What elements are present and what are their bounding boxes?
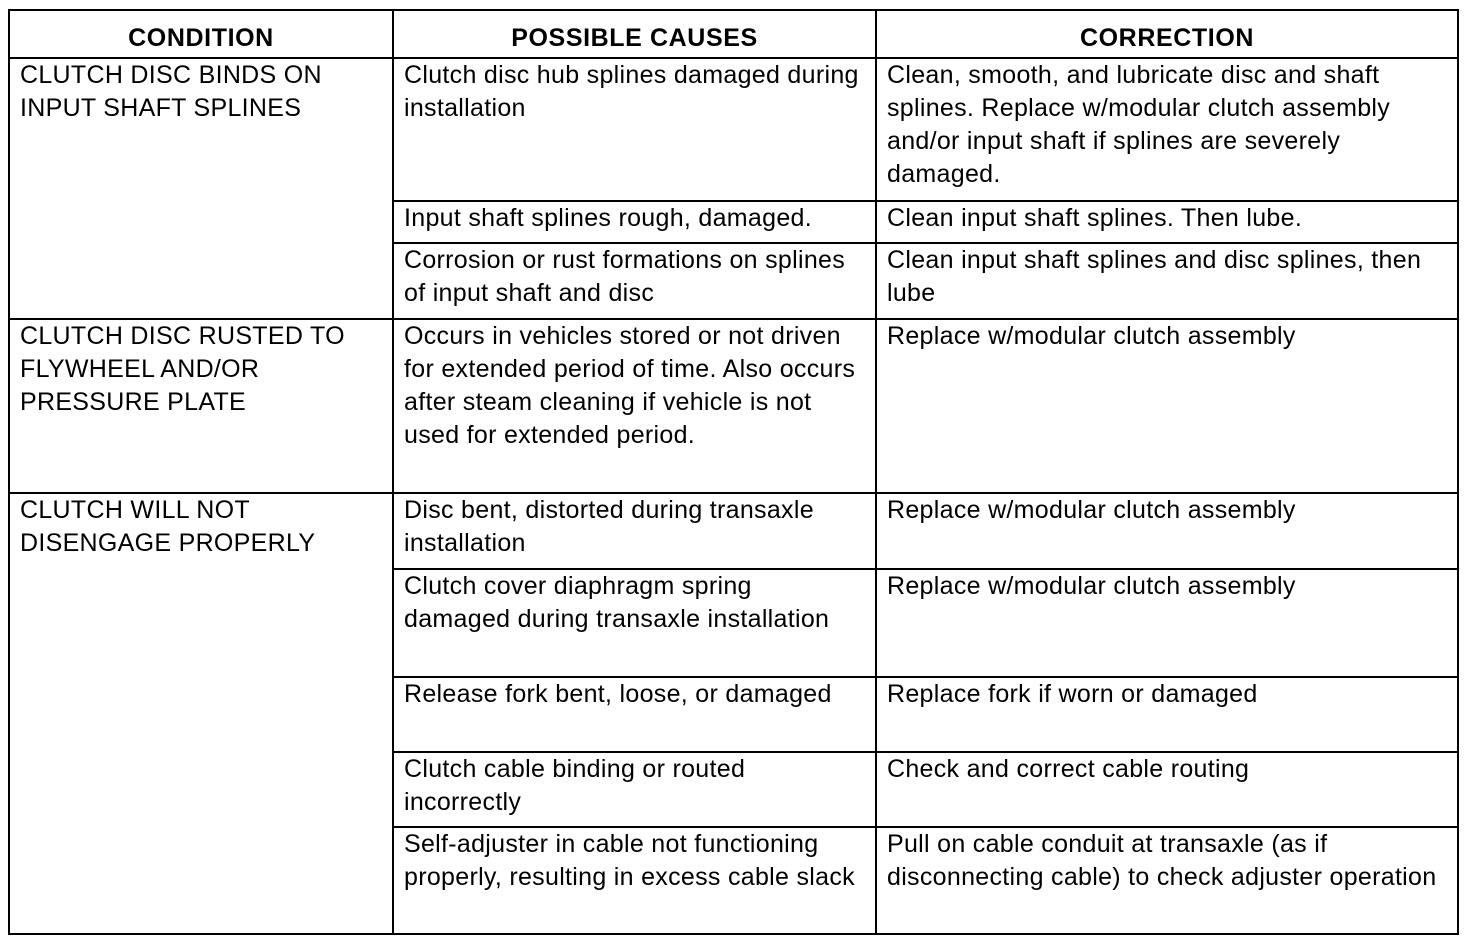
correction-cell: Clean input shaft splines. Then lube. xyxy=(876,201,1458,243)
correction-cell: Replace w/modular clutch assembly xyxy=(876,569,1458,677)
cause-cell: Self-adjuster in cable not functioning properly, resulting in excess cable slack xyxy=(393,827,876,934)
header-causes: POSSIBLE CAUSES xyxy=(393,10,876,58)
correction-cell: Pull on cable conduit at transaxle (as if disconnecting cable) to check adjuster operation xyxy=(876,827,1458,934)
correction-cell: Clean input shaft splines and disc splines, then lube xyxy=(876,243,1458,319)
header-correction: CORRECTION xyxy=(876,10,1458,58)
table-row xyxy=(9,493,1458,569)
header-condition: CONDITION xyxy=(9,10,393,58)
table-row xyxy=(9,319,1458,493)
correction-cell: Replace fork if worn or damaged xyxy=(876,677,1458,752)
cause-cell: Release fork bent, loose, or damaged xyxy=(393,677,876,752)
diagnosis-table xyxy=(8,9,1459,935)
cause-cell: Disc bent, distorted during transaxle installation xyxy=(393,493,876,569)
correction-cell: Replace w/modular clutch assembly xyxy=(876,319,1458,493)
cause-cell: Corrosion or rust formations on splines of input shaft and disc xyxy=(393,243,876,319)
correction-cell: Replace w/modular clutch assembly xyxy=(876,493,1458,569)
header-row xyxy=(9,10,1458,58)
condition-cell: CLUTCH DISC BINDS ON INPUT SHAFT SPLINES xyxy=(9,58,393,319)
cause-cell: Occurs in vehicles stored or not driven for extended period of time. Also occurs after steam cleaning if vehicle is not used for extended period. xyxy=(393,319,876,493)
correction-cell: Clean, smooth, and lubricate disc and shaft splines. Replace w/modular clutch assembly and/or input shaft if splines are severely damaged. xyxy=(876,58,1458,201)
condition-cell: CLUTCH WILL NOT DISENGAGE PROPERLY xyxy=(9,493,393,934)
cause-cell: Clutch cover diaphragm spring damaged during transaxle installation xyxy=(393,569,876,677)
condition-cell: CLUTCH DISC RUSTED TO FLYWHEEL AND/OR PRESSURE PLATE xyxy=(9,319,393,493)
correction-cell: Check and correct cable routing xyxy=(876,752,1458,827)
table-row xyxy=(9,58,1458,201)
cause-cell: Clutch cable binding or routed incorrectly xyxy=(393,752,876,827)
cause-cell: Input shaft splines rough, damaged. xyxy=(393,201,876,243)
cause-cell: Clutch disc hub splines damaged during installation xyxy=(393,58,876,201)
